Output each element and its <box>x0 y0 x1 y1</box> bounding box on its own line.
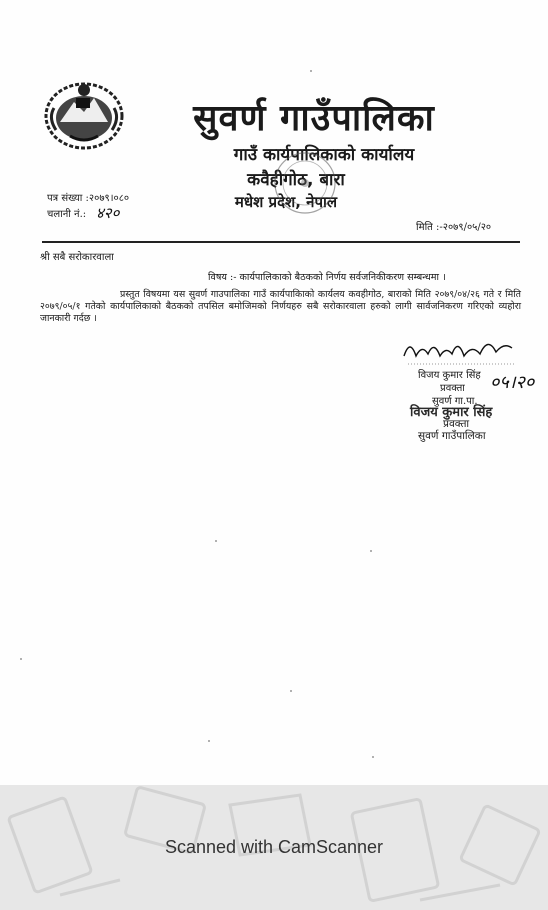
signature-icon <box>400 334 520 370</box>
signatory-role: प्रवक्ता <box>440 383 465 394</box>
letter-body: प्रस्तुत विषयमा यस सुवर्ण गाउपालिका गाउँ कार्यपाकिाको कार्यलय कवहीगोठ, बाराको मिति २०७९/०४/२६ गते र मिति २०७९/०५/१ गतेको कार्यपालिकाको बैठकको तपसिल बमोजिमको निर्णयहरु सबै सरोकारवाला हरुको लागी सार्वजनिकरण गरिएको व्यहोरा जानकारी गर्दछ । <box>40 289 521 324</box>
signatory-name: विजय कुमार सिंह <box>418 370 481 381</box>
scan-speck <box>372 756 374 758</box>
scan-speck <box>215 540 217 542</box>
province-line: मधेश प्रदेश, नेपाल <box>234 193 338 211</box>
recipient: श्री सबै सरोकारवाला <box>40 252 114 263</box>
office-name: गाउँ कार्यपालिकाको कार्यालय <box>233 145 415 165</box>
header-divider <box>42 241 520 243</box>
camscanner-footer <box>0 785 548 910</box>
dispatch-number-value: ४२० <box>96 204 120 222</box>
scan-speck <box>310 70 312 72</box>
handwritten-date: ०५।२० <box>490 372 535 393</box>
scan-speck <box>208 740 210 742</box>
org-name: सुवर्ण गाउँपालिका <box>193 98 435 139</box>
stamp-role: प्रवक्ता <box>443 418 470 430</box>
subject-line: विषय :- कार्यपालिकाको बैठकको निर्णय सर्वजनिकीकरण सम्बन्धमा । <box>208 272 446 283</box>
letter-number: पत्र संख्या :२०७९।०८० <box>47 193 130 204</box>
scanner-watermark: Scanned with CamScanner <box>164 837 384 857</box>
stamp-name: विजय कुमार सिंह <box>410 405 493 420</box>
signatory-office: सुवर्ण गा.पा. <box>432 396 478 407</box>
stamp-office: सुवर्ण गाउँपालिका <box>418 430 486 442</box>
scan-speck <box>370 550 372 552</box>
office-stamp-icon <box>270 150 340 216</box>
scan-speck <box>20 658 22 660</box>
dispatch-number-label: चलानी नं.: <box>47 209 87 220</box>
letter-date: मिति :-२०७९/०५/२० <box>416 222 492 233</box>
scan-speck <box>290 690 292 692</box>
office-address: कवैहीगोठ, बारा <box>247 170 345 190</box>
